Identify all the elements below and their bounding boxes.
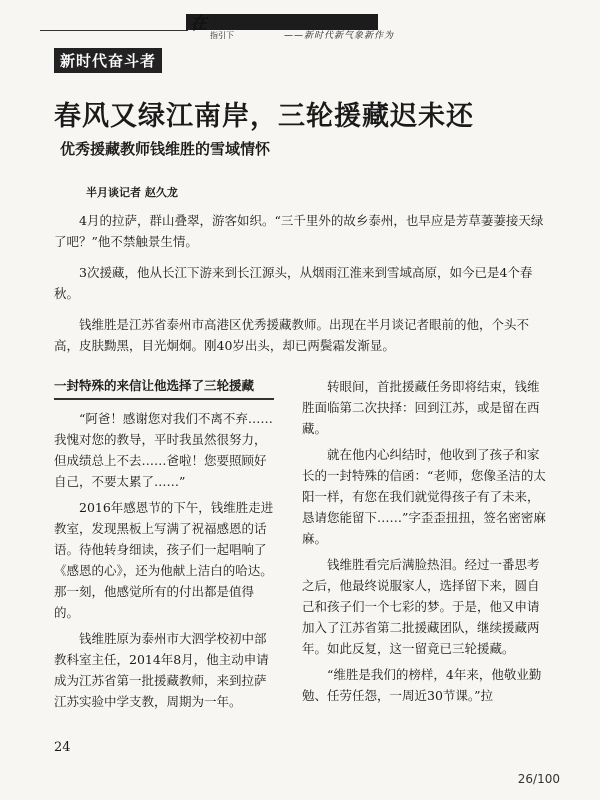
right-column [302, 376, 546, 711]
header-subtitle: 指引下 [210, 31, 234, 40]
left-paragraph-2: 2016年感恩节的下午，钱维胜走进教室，发现黑板上写满了祝福感恩的话语。待他转身细读，孩子们一起唱响了《感恩的心》，还为他献上洁白的哈达。那一刻，他感觉所有的付出都是值得的。 [54, 500, 274, 620]
header-tagline: ——新时代新气象新作为 [284, 31, 395, 41]
left-paragraph-1: “阿爸！感谢您对我们不离不弃……我愧对您的教导，平时我虽然很努力，但成绩总上不去……爸啦！您要照顾好自己，不要太累了……” [54, 411, 273, 489]
article-subtitle: 优秀援藏教师钱维胜的雪域情怀 [60, 140, 271, 158]
page-counter: 26/100 [517, 772, 560, 786]
right-paragraph-3: 钱维胜看完后满脸热泪。经过一番思考之后，他最终说服家人，选择留下来，圆自己和孩子们一个七彩的梦。于是，他又申请加入了江苏省第二批援藏团队，继续援藏两年。如此反复，这一留竟已三轮援藏。 [302, 557, 540, 656]
section-tag: 新时代奋斗者 [54, 48, 162, 73]
column-subhead: 一封特殊的来信让他选择了三轮援藏 [54, 376, 274, 400]
page-number: 24 [54, 740, 71, 755]
right-paragraph-4: “维胜是我们的榜样，4年来，他敬业勤勉、任劳任怨，一周近30节课。”拉 [302, 667, 542, 703]
article-title: 春风又绿江南岸，三轮援藏迟未还 [54, 101, 474, 132]
byline: 半月谈记者 赵久龙 [86, 186, 178, 199]
lead-paragraph-3: 钱维胜是江苏省泰州市高港区优秀援藏教师。出现在半月谈记者眼前的他，个头不高，皮肤黝黑，目光炯炯。刚40岁出头，却已两鬓霜发渐显。 [54, 317, 530, 353]
left-paragraph-3: 钱维胜原为泰州市大泗学校初中部教科室主任，2014年8月，他主动申请成为江苏省第一批援藏教师，来到拉萨江苏实验中学支教，周期为一年。 [54, 631, 269, 709]
right-paragraph-2: 就在他内心纠结时，他收到了孩子和家长的一封特殊的信函：“老师，您像圣洁的太阳一样，有您在我们就觉得孩子有了未来，恳请您能留下……”字歪歪扭扭，签名密密麻麻。 [302, 447, 546, 546]
lead-paragraph-2: 3次援藏，他从长江下游来到长江源头，从烟雨江淮来到雪域高原，如今已是4个春秋。 [54, 265, 533, 301]
header-logo: 在 [190, 14, 207, 34]
left-column [54, 376, 274, 717]
lead-paragraph-1: 4月的拉萨，群山叠翠，游客如织。“三千里外的故乡泰州，也早应是芳草萋萋接天绿了吧？”他不禁触景生情。 [54, 213, 544, 249]
right-paragraph-1: 转眼间，首批援藏任务即将结束，钱维胜面临第二次抉择：回到江苏，或是留在西藏。 [302, 379, 540, 436]
header-rule [40, 30, 188, 31]
